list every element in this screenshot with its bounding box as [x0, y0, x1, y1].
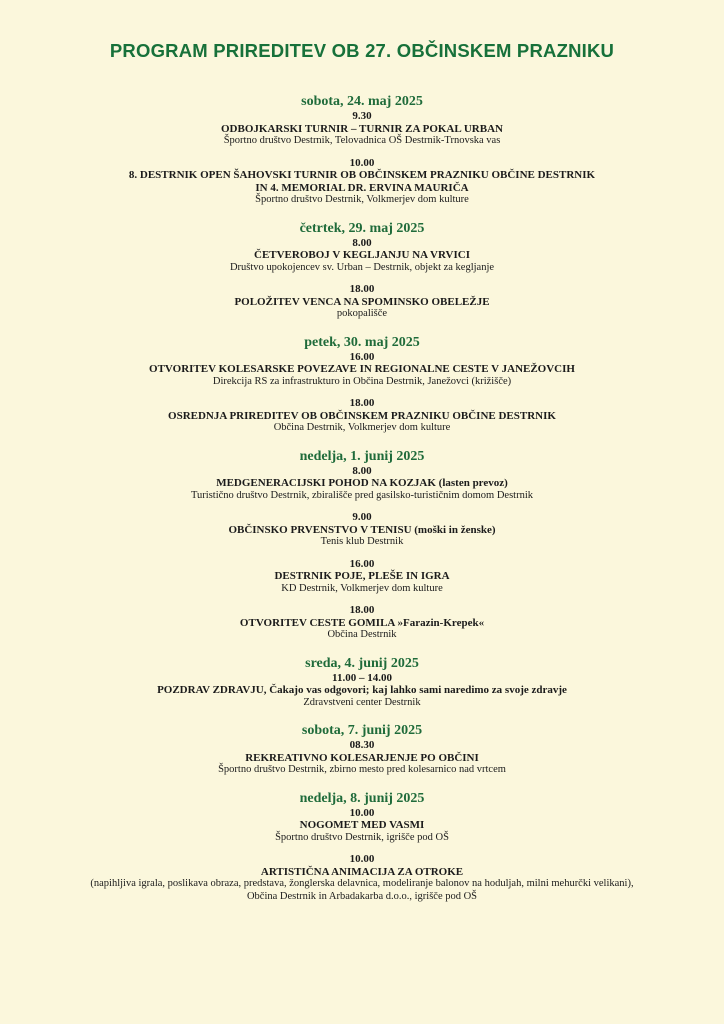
- event-time: 10.00: [349, 853, 375, 865]
- event-details: Turistično društvo Destrnik, zbirališče pred gasilsko-turističnim domom Destrnik: [191, 489, 533, 501]
- page-title: PROGRAM PRIREDITEV OB 27. OBČINSKEM PRAZNIKU: [109, 40, 615, 61]
- event-details: Društvo upokojencev sv. Urban – Destrnik, objekt za kegljanje: [229, 261, 495, 273]
- event-item: [0, 672, 724, 710]
- event-name: ČETVEROBOJ V KEGLJANJU NA VRVICI: [254, 249, 470, 261]
- day-section: [0, 335, 724, 435]
- event-details: Športno društvo Destrnik, zbirno mesto pred kolesarnico nad vrtcem: [218, 764, 506, 775]
- event-time: 18.00: [349, 283, 375, 295]
- day-date: sreda, 4. junij 2025: [305, 655, 419, 671]
- event-details: KD Destrnik, Volkmerjev dom kulture: [281, 582, 443, 594]
- event-name: POLOŽITEV VENCA NA SPOMINSKO OBELEŽJE: [234, 295, 490, 308]
- event-name: NOGOMET MED VASMI: [299, 819, 425, 831]
- event-name: POZDRAV ZDRAVJU, Čakajo vas odgovori; kaj lahko sami naredimo za svoje zdravje: [157, 684, 567, 696]
- event-time: 8.00: [352, 236, 372, 249]
- day-date: sobota, 7. junij 2025: [301, 723, 423, 738]
- event-item: [0, 351, 724, 389]
- event-item: [0, 237, 724, 275]
- day-date: petek, 30. maj 2025: [304, 334, 420, 350]
- event-name: ARTISTIČNA ANIMACIJA ZA OTROKE: [260, 865, 464, 878]
- day-date: nedelja, 8. junij 2025: [299, 790, 425, 806]
- event-item: [0, 853, 724, 903]
- day-section: [0, 221, 724, 321]
- event-item: [0, 807, 724, 845]
- event-item: [0, 157, 724, 207]
- event-name: DESTRNIK POJE, PLEŠE IN IGRA: [274, 570, 450, 582]
- event-item: [0, 465, 724, 503]
- event-item: [0, 558, 724, 596]
- event-name: OTVORITEV KOLESARSKE POVEZAVE IN REGIONALNE CESTE V JANEŽOVCIH: [149, 363, 575, 375]
- event-details: Občina Destrnik: [327, 629, 397, 640]
- event-time: 9.00: [352, 511, 372, 523]
- event-name: REKREATIVNO KOLESARJENJE PO OBČINI: [245, 751, 479, 764]
- event-details: Športno društvo Destrnik, igrišče pod OŠ: [275, 831, 449, 843]
- day-section: [0, 449, 724, 642]
- day-section: [0, 94, 724, 207]
- event-time: 9.30: [352, 110, 372, 122]
- event-name: ODBOJKARSKI TURNIR – TURNIR ZA POKAL URBAN: [221, 122, 503, 135]
- event-time: 16.00: [349, 557, 375, 570]
- event-time: 18.00: [349, 604, 375, 616]
- day-date: četrtek, 29. maj 2025: [299, 220, 425, 236]
- event-time: 8.00: [352, 464, 372, 477]
- event-item: [0, 604, 724, 642]
- day-date: sobota, 24. maj 2025: [301, 94, 423, 109]
- event-details: Občina Destrnik in Arbadakarba d.o.o., igrišče pod OŠ: [246, 890, 478, 902]
- event-details: Tenis klub Destrnik: [320, 536, 404, 547]
- event-details: Zdravstveni center Destrnik: [303, 696, 421, 708]
- day-section: [0, 791, 724, 904]
- day-section: [0, 656, 724, 710]
- event-name: IN 4. MEMORIAL DR. ERVINA MAURIČA: [255, 181, 469, 194]
- event-item: [0, 110, 724, 148]
- event-item: [0, 511, 724, 549]
- event-time: 10.00: [349, 806, 375, 819]
- event-time: 10.00: [349, 156, 375, 169]
- event-name: MEDGENERACIJSKI POHOD NA KOZJAK (lasten prevoz): [216, 477, 508, 489]
- day-date: nedelja, 1. junij 2025: [299, 448, 425, 464]
- event-details: (napihljiva igrala, poslikava obraza, predstava, žonglerska delavnica, modeliranje balonov na hoduljah, milni mehurčki velikani),: [90, 878, 634, 889]
- event-item: [0, 739, 724, 777]
- day-section: [0, 723, 724, 777]
- event-time: 18.00: [349, 397, 375, 409]
- event-details: Športno društvo Destrnik, Telovadnica OŠ Destrnik-Trnovska vas: [223, 135, 501, 146]
- event-name: OBČINSKO PRVENSTVO V TENISU (moški in ženske): [228, 523, 496, 536]
- event-name: 8. DESTRNIK OPEN ŠAHOVSKI TURNIR OB OBČINSKEM PRAZNIKU OBČINE DESTRNIK: [128, 169, 596, 181]
- event-details: Direkcija RS za infrastrukturo in Občina Destrnik, Janežovci (križišče): [212, 375, 512, 387]
- event-time: 16.00: [349, 350, 375, 363]
- schedule: [0, 94, 724, 917]
- event-name: OTVORITEV CESTE GOMILA »Farazin-Krepek«: [239, 616, 485, 629]
- event-time: 11.00 – 14.00: [332, 671, 392, 684]
- event-time: 08.30: [349, 739, 375, 751]
- event-details: Občina Destrnik, Volkmerjev dom kulture: [273, 422, 451, 433]
- event-name: OSREDNJA PRIREDITEV OB OBČINSKEM PRAZNIKU OBČINE DESTRNIK: [168, 409, 556, 422]
- event-item: [0, 397, 724, 435]
- event-details: pokopališče: [336, 308, 388, 319]
- event-item: [0, 283, 724, 321]
- event-details: Športno društvo Destrnik, Volkmerjev dom kulture: [255, 194, 469, 205]
